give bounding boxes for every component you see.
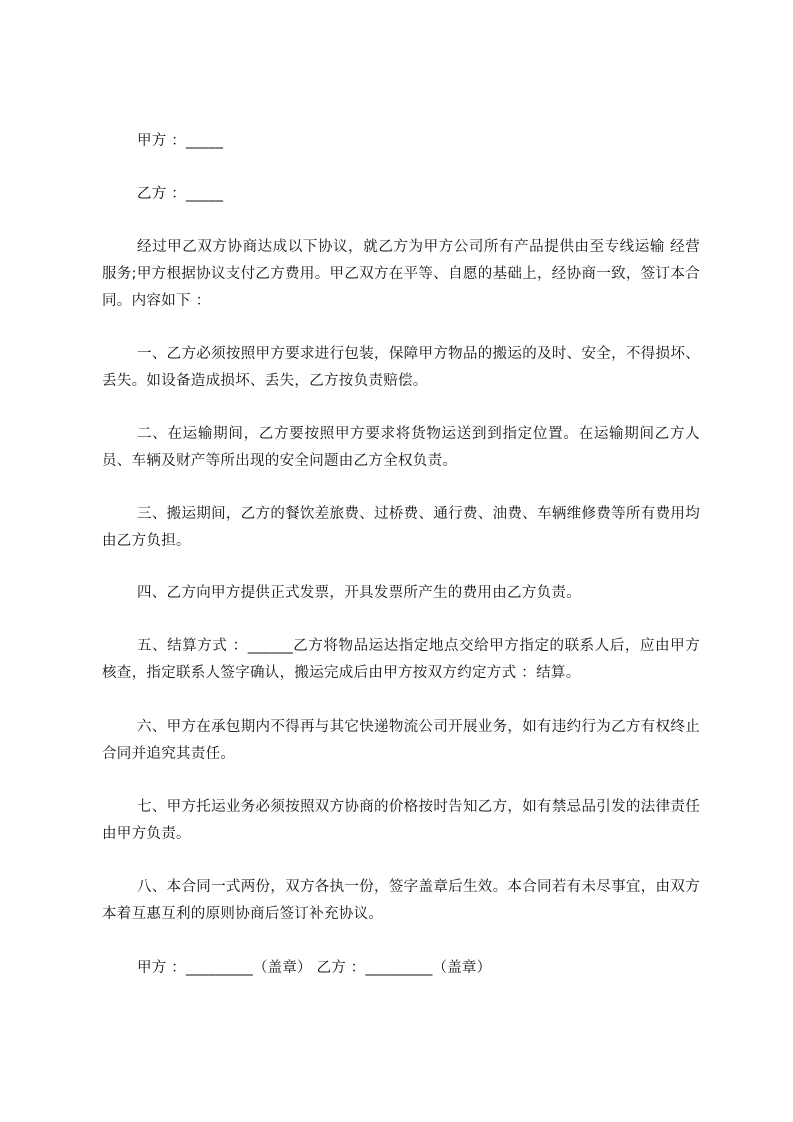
clause-7: 七、甲方托运业务必须按照双方协商的价格按时告知乙方，如有禁忌品引发的法律责任由甲方负责。 (102, 799, 700, 842)
clause-4: 四、乙方向甲方提供正式发票，开具发票所产生的费用由乙方负责。 (137, 585, 581, 601)
party-a-line: 甲方 ：_____ (137, 133, 224, 149)
clause-3: 三、搬运期间，乙方的餐饮差旅费、过桥费、通行费、油费、车辆维修费等所有费用均由乙方负担。 (102, 506, 700, 549)
party-b-line: 乙方 ：_____ (137, 186, 224, 202)
clause-5: 五、结算方式 ：______乙方将物品运达指定地点交给甲方指定的联系人后，应由甲方核查，指定联系人签字确认，搬运完成后由甲方按双方约定方式 ：结算。 (102, 638, 700, 681)
clause-8: 八、本合同一式两份，双方各执一份，签字盖章后生效。本合同若有未尽事宜，由双方本着互惠互利的原则协商后签订补充协议。 (102, 879, 700, 922)
clause-6: 六、甲方在承包期内不得再与其它快递物流公司开展业务，如有违约行为乙方有权终止合同并追究其责任。 (102, 719, 700, 762)
clause-2: 二、在运输期间，乙方要按照甲方要求将货物运送到到指定位置。在运输期间乙方人员、车辆及财产等所出现的安全问题由乙方全权负责。 (102, 426, 700, 469)
intro-paragraph: 经过甲乙双方协商达成以下协议，就乙方为甲方公司所有产品提供由至专线运输 经营服务;甲方根据协议支付乙方费用。甲乙双方在平等、自愿的基础上，经协商一致，签订本合同。内容如下 ： (102, 239, 700, 309)
clause-1: 一、乙方必须按照甲方要求进行包装，保障甲方物品的搬运的及时、安全，不得损坏、丢失。如设备造成损坏、丢失，乙方按负责赔偿。 (102, 346, 700, 389)
signature-line: 甲方 ：_________（盖章） 乙方 ：_________（盖章） (137, 960, 492, 976)
